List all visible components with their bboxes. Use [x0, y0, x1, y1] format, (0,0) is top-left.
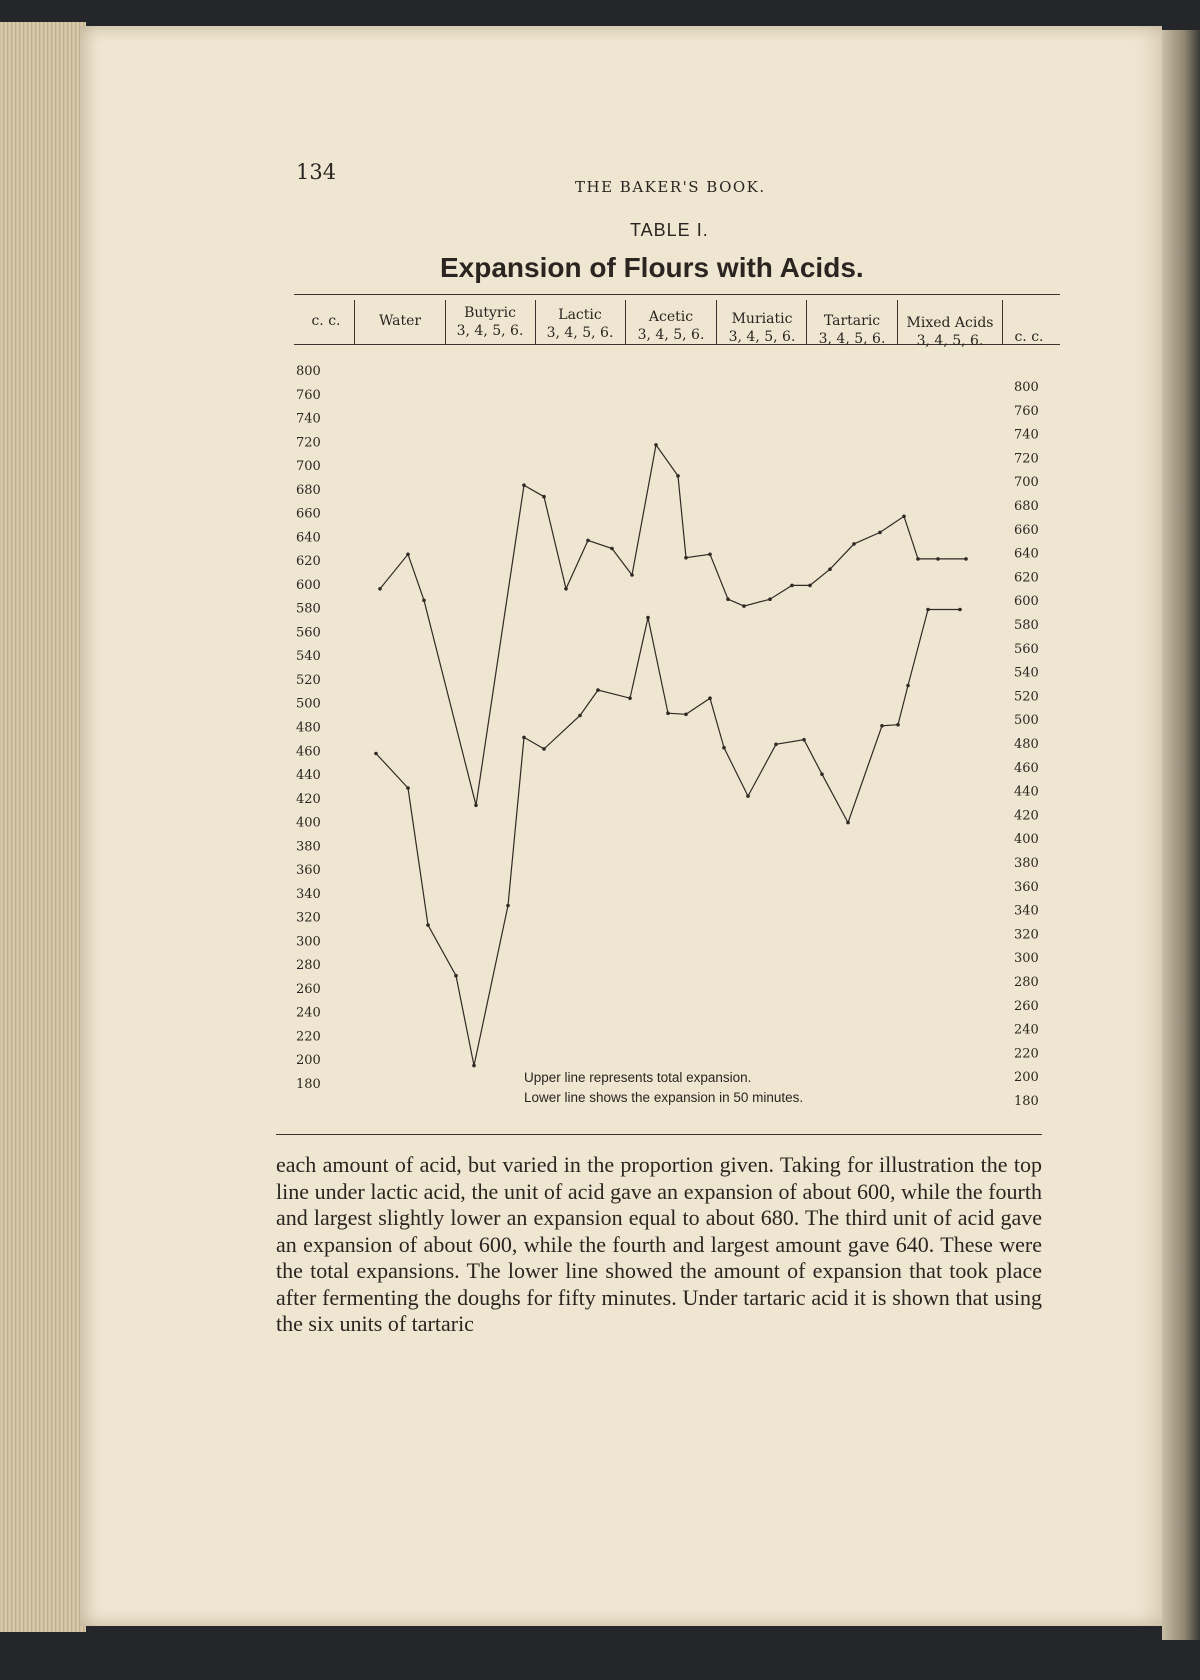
y-tick-label-left: 520	[296, 672, 321, 688]
y-tick-label-left: 660	[296, 506, 321, 522]
y-tick-label-right: 480	[1014, 737, 1039, 752]
y-tick-label-right: 240	[1014, 1022, 1039, 1038]
data-point	[808, 584, 812, 588]
header-column-name: Water	[378, 313, 422, 329]
chart-legend	[524, 1068, 803, 1108]
y-tick-label-left: 240	[296, 1005, 321, 1021]
y-tick-label-left: 420	[296, 791, 321, 807]
data-point	[522, 483, 526, 487]
header-left-unit: c. c.	[311, 313, 341, 329]
y-tick-label-left: 680	[296, 482, 321, 498]
y-tick-label-right: 580	[1014, 618, 1039, 633]
y-tick-label-right: 560	[1014, 641, 1039, 657]
data-point	[926, 608, 930, 612]
y-tick-label-right: 640	[1014, 546, 1039, 562]
data-point	[820, 772, 824, 776]
header-column-name: Mixed Acids	[906, 315, 994, 331]
header-column-sub: 3, 4, 5, 6.	[818, 331, 886, 347]
y-tick-label-left: 500	[296, 696, 321, 712]
data-point	[774, 743, 778, 747]
data-point	[628, 696, 632, 700]
y-tick-label-right: 620	[1014, 570, 1039, 586]
legend-lower-line: Lower line shows the expansion in 50 minutes.	[524, 1090, 804, 1105]
table-label: TABLE I.	[630, 220, 709, 240]
data-point	[676, 474, 680, 478]
data-point	[542, 747, 546, 751]
page-number: 134	[296, 160, 337, 184]
y-tick-label-left: 600	[296, 577, 321, 593]
running-head: THE BAKER'S BOOK.	[575, 178, 766, 196]
data-point	[846, 821, 850, 825]
data-point	[406, 553, 410, 557]
y-tick-label-left: 300	[296, 934, 321, 950]
y-tick-label-right: 340	[1014, 903, 1039, 919]
header-column-sub: 3, 4, 5, 6.	[456, 323, 524, 339]
y-tick-label-right: 280	[1014, 975, 1039, 990]
data-point	[646, 616, 650, 620]
y-tick-label-right: 660	[1014, 522, 1039, 538]
y-tick-label-left: 260	[296, 981, 321, 997]
header-right-unit: c. c.	[1014, 329, 1044, 345]
y-tick-label-right: 420	[1014, 808, 1039, 824]
data-point	[630, 573, 634, 577]
y-tick-label-right: 760	[1014, 403, 1039, 419]
y-tick-label-right: 600	[1014, 594, 1039, 610]
body-paragraph: each amount of acid, but varied in the proportion given. Taking for illustration the top line under lactic acid, the unit of acid gave an expansion of about 600, while the fourth and largest slightly lower an expansion equal to about 680. The third unit of acid gave an expansion of about 600, while the fourth and largest amount gave 640. These were the total expansions. The lower line showed the amount of expansion that took place after fermenting the doughs for fifty minutes. Under tartaric acid it is shown that using the six units of tartaric	[276, 1152, 1042, 1336]
y-tick-label-left: 740	[296, 411, 321, 427]
data-point	[742, 604, 746, 608]
y-tick-label-left: 340	[296, 886, 321, 902]
y-tick-label-left: 360	[296, 863, 321, 879]
data-point	[746, 794, 750, 798]
y-tick-label-left: 220	[296, 1029, 321, 1045]
data-point	[726, 597, 730, 601]
data-point	[684, 713, 688, 717]
y-tick-label-left: 720	[296, 435, 321, 451]
header-column-sub: 3, 4, 5, 6.	[546, 325, 614, 341]
data-point	[578, 714, 582, 718]
data-point	[958, 608, 962, 612]
series-line-total	[380, 445, 966, 805]
y-tick-label-left: 280	[296, 958, 321, 974]
y-tick-label-right: 260	[1014, 998, 1039, 1014]
data-point	[666, 711, 670, 715]
header-column-sub: 3, 4, 5, 6.	[637, 327, 705, 343]
y-tick-label-right: 400	[1014, 832, 1039, 848]
data-point	[454, 974, 458, 978]
y-tick-label-right: 360	[1014, 879, 1039, 895]
header-column-name: Butyric	[464, 305, 516, 321]
legend-upper-line: Upper line represents total expansion.	[524, 1070, 752, 1085]
header-column-sub: 3, 4, 5, 6.	[916, 333, 984, 349]
data-point	[878, 531, 882, 535]
data-point	[708, 553, 712, 557]
y-tick-label-right: 680	[1014, 499, 1039, 514]
y-tick-label-right: 440	[1014, 784, 1039, 800]
y-tick-label-left: 640	[296, 530, 321, 546]
y-tick-label-right: 300	[1014, 951, 1039, 967]
y-tick-label-right: 700	[1014, 475, 1039, 491]
data-point	[916, 557, 920, 561]
y-tick-label-right: 380	[1014, 856, 1039, 871]
data-point	[506, 904, 510, 908]
data-point	[708, 696, 712, 700]
data-point	[964, 557, 968, 561]
y-tick-label-right: 220	[1014, 1046, 1039, 1062]
y-tick-label-right: 740	[1014, 427, 1039, 443]
series-line-50-minutes	[376, 610, 960, 1066]
data-point	[722, 746, 726, 750]
data-point	[586, 539, 590, 543]
data-point	[472, 1064, 476, 1068]
y-tick-label-right: 540	[1014, 665, 1039, 681]
y-tick-label-left: 580	[296, 601, 321, 617]
data-point	[596, 688, 600, 692]
y-tick-label-left: 440	[296, 768, 321, 784]
data-point	[902, 515, 906, 519]
header-column-name: Muriatic	[731, 311, 793, 327]
y-tick-label-left: 540	[296, 649, 321, 665]
y-tick-label-left: 460	[296, 744, 321, 760]
data-point	[654, 443, 658, 447]
y-tick-label-right: 200	[1014, 1070, 1039, 1086]
data-point	[522, 736, 526, 740]
data-point	[378, 587, 382, 591]
data-point	[426, 923, 430, 927]
data-point	[936, 557, 940, 561]
y-tick-label-right: 800	[1014, 380, 1039, 395]
y-tick-label-left: 380	[296, 839, 321, 855]
y-tick-label-left: 560	[296, 625, 321, 641]
data-point	[802, 738, 806, 742]
y-tick-label-left: 180	[296, 1077, 321, 1092]
data-point	[828, 567, 832, 571]
data-point	[422, 599, 426, 603]
data-point	[896, 723, 900, 727]
y-tick-label-right: 500	[1014, 713, 1039, 729]
y-tick-label-left: 700	[296, 459, 321, 475]
y-tick-label-right: 520	[1014, 689, 1039, 705]
y-tick-label-right: 180	[1014, 1094, 1039, 1109]
y-tick-label-left: 320	[296, 910, 321, 926]
header-column-name: Lactic	[558, 307, 602, 323]
y-tick-label-left: 200	[296, 1053, 321, 1069]
data-point	[406, 786, 410, 790]
data-point	[906, 684, 910, 688]
y-tick-label-right: 460	[1014, 760, 1039, 776]
data-point	[610, 547, 614, 551]
chart-title: Expansion of Flours with Acids.	[440, 252, 864, 283]
data-point	[790, 584, 794, 588]
y-tick-label-left: 800	[296, 364, 321, 379]
y-tick-label-left: 620	[296, 554, 321, 570]
data-point	[542, 495, 546, 499]
y-tick-label-left: 760	[296, 387, 321, 403]
data-point	[768, 597, 772, 601]
data-point	[684, 556, 688, 560]
data-point	[474, 804, 478, 808]
data-point	[564, 587, 568, 591]
header-column-sub: 3, 4, 5, 6.	[728, 329, 796, 345]
y-tick-label-left: 480	[296, 720, 321, 736]
data-point	[374, 752, 378, 756]
data-point	[852, 542, 856, 546]
header-column-name: Tartaric	[823, 313, 881, 329]
data-point	[880, 724, 884, 728]
header-column-name: Acetic	[648, 309, 694, 325]
y-tick-label-right: 720	[1014, 451, 1039, 467]
y-tick-label-right: 320	[1014, 927, 1039, 943]
y-tick-label-left: 400	[296, 815, 321, 831]
